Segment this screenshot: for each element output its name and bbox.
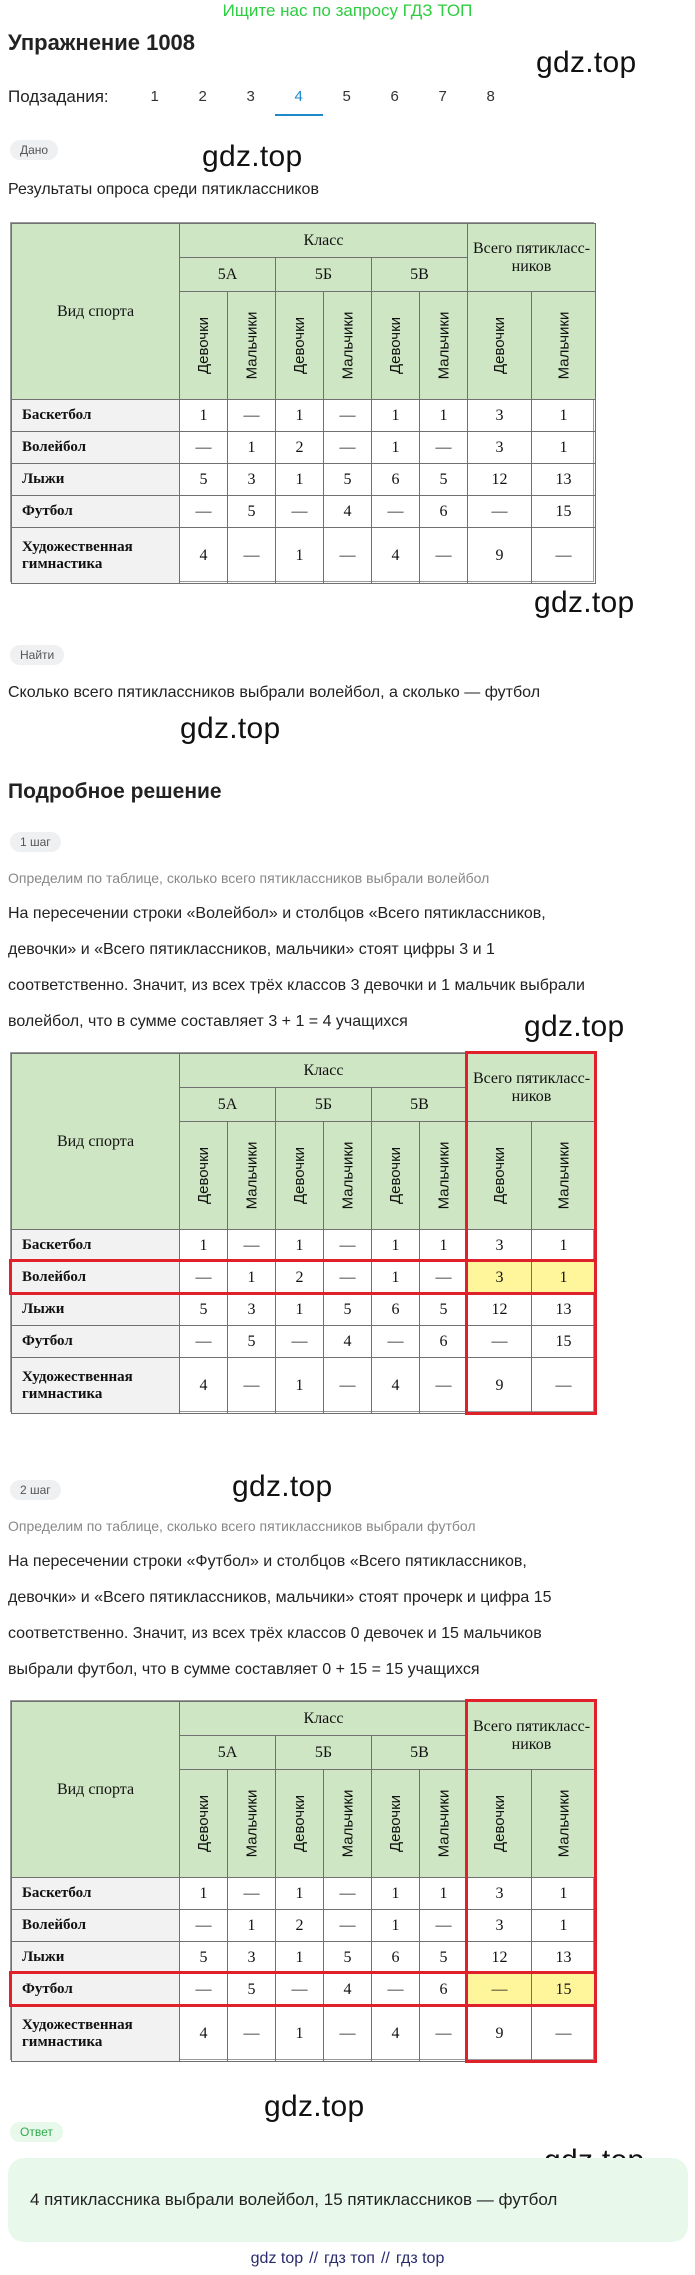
subtask-tab[interactable]: 2 bbox=[198, 88, 207, 105]
table-cell: 1 bbox=[275, 399, 324, 432]
table-cell: 1 bbox=[371, 1877, 420, 1910]
class-name: 5А bbox=[179, 1087, 276, 1122]
table-cell: 1 bbox=[227, 1261, 276, 1294]
subtask-tab[interactable]: 7 bbox=[438, 88, 447, 105]
table-cell: — bbox=[323, 431, 372, 464]
highlight-row-box bbox=[9, 1971, 597, 2007]
subtasks-nav bbox=[8, 82, 515, 112]
table-cell: 1 bbox=[371, 399, 420, 432]
total-header: Всего пятикласс-ников bbox=[467, 223, 596, 292]
table-cell: — bbox=[419, 1261, 468, 1294]
gender-label: Девочки bbox=[387, 1794, 405, 1853]
gender-label: Девочки bbox=[387, 1146, 405, 1205]
table-cell: 1 bbox=[371, 1909, 420, 1942]
watermark: gdz.top bbox=[232, 1470, 333, 1503]
gender-label: Мальчики bbox=[555, 311, 572, 380]
table-cell: 3 bbox=[467, 1877, 532, 1910]
table-cell: — bbox=[371, 1325, 420, 1358]
table-cell: 1 bbox=[531, 1261, 596, 1294]
step2-chip: 2 шаг bbox=[10, 1480, 61, 1500]
gender-label: Девочки bbox=[195, 316, 213, 375]
girls-header bbox=[371, 291, 420, 400]
sport-name: Волейбол bbox=[11, 431, 180, 464]
class-name: 5А bbox=[179, 1735, 276, 1770]
highlight-column-box bbox=[465, 1699, 597, 2063]
class-name: 5В bbox=[371, 257, 468, 292]
table-cell: 1 bbox=[371, 1229, 420, 1262]
table-cell: 1 bbox=[419, 1229, 468, 1262]
class-header: Класс bbox=[179, 1053, 468, 1088]
table-cell: 3 bbox=[467, 1909, 532, 1942]
table-cell: 5 bbox=[179, 463, 228, 496]
table-cell: 3 bbox=[227, 463, 276, 496]
footer-link[interactable]: gdz top bbox=[250, 2250, 304, 2267]
gender-label: Мальчики bbox=[243, 311, 260, 380]
sport-name: Футбол bbox=[11, 1325, 180, 1358]
table-cell: 3 bbox=[467, 1229, 532, 1262]
table-cell: — bbox=[179, 431, 228, 464]
step1-chip: 1 шаг bbox=[10, 832, 61, 852]
sport-name: Лыжи bbox=[11, 1293, 180, 1326]
table-cell: 4 bbox=[179, 1357, 228, 1414]
table-cell: 5 bbox=[179, 1293, 228, 1326]
boys-header bbox=[419, 1121, 468, 1230]
sport-name: Футбол bbox=[11, 1973, 180, 2006]
girls-header bbox=[275, 1121, 324, 1230]
sport-name: Баскетбол bbox=[11, 399, 180, 432]
table-cell: 5 bbox=[323, 1293, 372, 1326]
table-cell: 2 bbox=[275, 1261, 324, 1294]
table-cell: 1 bbox=[275, 463, 324, 496]
table-cell: 6 bbox=[419, 1325, 468, 1358]
table-cell: — bbox=[467, 1325, 532, 1358]
step2-line: выбрали футбол, что в сумме составляет 0 + 15 = 15 учащихся bbox=[8, 1661, 480, 1678]
table-cell: 1 bbox=[275, 1941, 324, 1974]
step2-table bbox=[10, 1700, 594, 2060]
table-cell: 13 bbox=[531, 1293, 596, 1326]
step2-line: На пересечении строки «Футбол» и столбцов «Всего пятиклассников, bbox=[8, 1553, 527, 1570]
sport-name: Волейбол bbox=[11, 1909, 180, 1942]
table-cell: 5 bbox=[323, 463, 372, 496]
footer-link[interactable]: гдз топ bbox=[324, 2250, 375, 2267]
step1-line: волейбол, что в сумме составляет 3 + 1 = 4 учащихся bbox=[8, 1013, 408, 1030]
footer-separator: // bbox=[309, 2250, 319, 2267]
table-cell: — bbox=[323, 399, 372, 432]
table-cell: 3 bbox=[467, 1261, 532, 1294]
table-cell: — bbox=[419, 431, 468, 464]
table-cell: — bbox=[467, 1973, 532, 2006]
given-text: Результаты опроса среди пятиклассников bbox=[8, 181, 319, 198]
table-cell: — bbox=[323, 1261, 372, 1294]
boys-header bbox=[419, 1769, 468, 1878]
step2-hint: Определим по таблице, сколько всего пятиклассников выбрали футбол bbox=[8, 1518, 476, 1534]
table-cell: — bbox=[275, 1973, 324, 2006]
gender-label: Мальчики bbox=[555, 1141, 572, 1210]
sport-name: Художественная гимнастика bbox=[11, 527, 180, 584]
gender-label: Девочки bbox=[291, 316, 309, 375]
gender-label: Мальчики bbox=[243, 1789, 260, 1858]
table-cell: — bbox=[179, 1909, 228, 1942]
boys-header bbox=[531, 291, 596, 400]
sport-name: Футбол bbox=[11, 495, 180, 528]
gender-label: Девочки bbox=[195, 1146, 213, 1205]
table-cell: 6 bbox=[371, 463, 420, 496]
table-cell: — bbox=[227, 2005, 276, 2062]
class-name: 5В bbox=[371, 1087, 468, 1122]
table-cell: — bbox=[419, 1357, 468, 1414]
table-cell: — bbox=[227, 1357, 276, 1414]
class-name: 5В bbox=[371, 1735, 468, 1770]
class-name: 5Б bbox=[275, 257, 372, 292]
table-cell: 5 bbox=[179, 1941, 228, 1974]
table-cell: — bbox=[179, 1973, 228, 2006]
table-cell: — bbox=[419, 2005, 468, 2062]
table-cell: 1 bbox=[179, 1229, 228, 1262]
girls-header bbox=[371, 1769, 420, 1878]
table-cell: 1 bbox=[275, 2005, 324, 2062]
table-cell: — bbox=[179, 1261, 228, 1294]
table-cell: 9 bbox=[467, 2005, 532, 2062]
sport-header: Вид спорта bbox=[11, 223, 180, 400]
gender-label: Девочки bbox=[490, 1794, 508, 1853]
table-cell: 5 bbox=[419, 1941, 468, 1974]
boys-header bbox=[419, 291, 468, 400]
table-cell: 4 bbox=[323, 495, 372, 528]
table-cell: 1 bbox=[371, 1261, 420, 1294]
find-chip: Найти bbox=[10, 645, 64, 665]
girls-header bbox=[179, 1769, 228, 1878]
class-name: 5А bbox=[179, 257, 276, 292]
table-cell: 1 bbox=[227, 1909, 276, 1942]
table-cell: 1 bbox=[275, 527, 324, 584]
table-cell: — bbox=[323, 2005, 372, 2062]
step1-line: девочки» и «Всего пятиклассников, мальчики» стоят цифры 3 и 1 bbox=[8, 941, 495, 958]
table-cell: — bbox=[531, 1357, 596, 1414]
find-text: Сколько всего пятиклассников выбрали волейбол, а сколько — футбол bbox=[8, 684, 541, 701]
table-cell: 1 bbox=[531, 399, 596, 432]
table-cell: 5 bbox=[227, 1325, 276, 1358]
step1-table bbox=[10, 1052, 594, 1412]
table-cell: 1 bbox=[275, 1877, 324, 1910]
table-cell: 3 bbox=[227, 1941, 276, 1974]
gender-label: Мальчики bbox=[435, 1141, 452, 1210]
table-cell: 5 bbox=[419, 463, 468, 496]
table-cell: — bbox=[323, 527, 372, 584]
step1-line: соответственно. Значит, из всех трёх классов 3 девочки и 1 мальчик выбрали bbox=[8, 977, 585, 994]
table-cell: — bbox=[227, 1229, 276, 1262]
table-cell: 1 bbox=[275, 1293, 324, 1326]
table-cell: 4 bbox=[371, 1357, 420, 1414]
footer-link[interactable]: гдз top bbox=[395, 2250, 445, 2267]
table-cell: 4 bbox=[323, 1325, 372, 1358]
class-header: Класс bbox=[179, 1701, 468, 1736]
table-cell: — bbox=[531, 527, 596, 584]
sport-name: Баскетбол bbox=[11, 1229, 180, 1262]
step1-hint: Определим по таблице, сколько всего пятиклассников выбрали волейбол bbox=[8, 870, 490, 886]
table-cell: 1 bbox=[275, 1229, 324, 1262]
table-cell: 3 bbox=[467, 399, 532, 432]
sport-name: Лыжи bbox=[11, 1941, 180, 1974]
table-cell: 6 bbox=[419, 1973, 468, 2006]
answer-chip: Ответ bbox=[10, 2122, 63, 2142]
girls-header bbox=[179, 1121, 228, 1230]
footer-links bbox=[0, 2250, 695, 2268]
table-cell: — bbox=[323, 1357, 372, 1414]
boys-header bbox=[227, 1121, 276, 1230]
boys-header bbox=[323, 291, 372, 400]
table-cell: 1 bbox=[275, 1357, 324, 1414]
subtask-tab[interactable]: 1 bbox=[150, 88, 159, 105]
gender-label: Девочки bbox=[291, 1794, 309, 1853]
table-cell: 1 bbox=[419, 399, 468, 432]
watermark: gdz.top bbox=[202, 140, 303, 173]
girls-header bbox=[467, 291, 532, 400]
table-cell: 1 bbox=[179, 1877, 228, 1910]
table-cell: 1 bbox=[531, 1877, 596, 1910]
table-cell: 12 bbox=[467, 1941, 532, 1974]
table-cell: — bbox=[179, 495, 228, 528]
table-cell: 4 bbox=[371, 2005, 420, 2062]
gender-label: Мальчики bbox=[435, 1789, 452, 1858]
table-cell: 4 bbox=[179, 527, 228, 584]
gender-label: Девочки bbox=[490, 1146, 508, 1205]
total-header: Всего пятикласс-ников bbox=[467, 1701, 596, 1770]
table-cell: 4 bbox=[371, 527, 420, 584]
table-cell: 1 bbox=[227, 431, 276, 464]
table-cell: 12 bbox=[467, 463, 532, 496]
boys-header bbox=[323, 1769, 372, 1878]
table-cell: 6 bbox=[419, 495, 468, 528]
table-cell: — bbox=[419, 527, 468, 584]
table-cell: — bbox=[323, 1229, 372, 1262]
table-cell: 15 bbox=[531, 1325, 596, 1358]
class-header: Класс bbox=[179, 223, 468, 258]
table-cell: 5 bbox=[419, 1293, 468, 1326]
sport-name: Лыжи bbox=[11, 463, 180, 496]
table-cell: — bbox=[323, 1877, 372, 1910]
sport-name: Баскетбол bbox=[11, 1877, 180, 1910]
results-table bbox=[10, 222, 594, 582]
gender-label: Девочки bbox=[490, 316, 508, 375]
top-search-banner[interactable]: Ищите нас по запросу ГДЗ ТОП bbox=[222, 1, 473, 20]
highlight-row-box bbox=[9, 1259, 597, 1295]
subtask-tab-active[interactable]: 4 bbox=[275, 82, 323, 112]
gender-label: Девочки bbox=[291, 1146, 309, 1205]
table-cell: — bbox=[371, 495, 420, 528]
boys-header bbox=[227, 291, 276, 400]
boys-header bbox=[323, 1121, 372, 1230]
step2-line: соответственно. Значит, из всех трёх классов 0 девочек и 15 мальчиков bbox=[8, 1625, 542, 1642]
table-cell: 1 bbox=[419, 1877, 468, 1910]
subtask-tab[interactable]: 6 bbox=[390, 88, 399, 105]
gender-label: Мальчики bbox=[243, 1141, 260, 1210]
gender-label: Девочки bbox=[387, 316, 405, 375]
sport-name: Художественная гимнастика bbox=[11, 1357, 180, 1414]
table-cell: 2 bbox=[275, 431, 324, 464]
table-cell: 3 bbox=[227, 1293, 276, 1326]
table-cell: 6 bbox=[371, 1293, 420, 1326]
girls-header bbox=[371, 1121, 420, 1230]
table-cell: 13 bbox=[531, 463, 596, 496]
page-title: Упражнение 1008 bbox=[8, 30, 196, 55]
watermark: gdz.top bbox=[180, 712, 281, 745]
gender-label: Мальчики bbox=[339, 1789, 356, 1858]
girls-header bbox=[275, 291, 324, 400]
subtask-tab[interactable]: 3 bbox=[246, 88, 255, 105]
sport-header: Вид спорта bbox=[11, 1701, 180, 1878]
table-cell: 5 bbox=[227, 1973, 276, 2006]
table-cell: — bbox=[531, 2005, 596, 2062]
gender-label: Мальчики bbox=[339, 311, 356, 380]
table-cell: 9 bbox=[467, 527, 532, 584]
table-cell: 1 bbox=[179, 399, 228, 432]
table-cell: — bbox=[179, 1325, 228, 1358]
table-cell: — bbox=[419, 1909, 468, 1942]
subtasks-label: Подзадания: bbox=[8, 87, 109, 106]
class-name: 5Б bbox=[275, 1735, 372, 1770]
highlight-column-box bbox=[465, 1051, 597, 1415]
answer-box bbox=[8, 2158, 688, 2242]
watermark: gdz.top bbox=[534, 586, 635, 619]
table-cell: 3 bbox=[467, 431, 532, 464]
table-cell: — bbox=[275, 495, 324, 528]
subtask-tab[interactable]: 5 bbox=[342, 88, 351, 105]
boys-header bbox=[227, 1769, 276, 1878]
table-cell: 13 bbox=[531, 1941, 596, 1974]
watermark: gdz.top bbox=[524, 1010, 625, 1043]
table-cell: 1 bbox=[531, 1909, 596, 1942]
footer-separator: // bbox=[380, 2250, 390, 2267]
table-cell: 4 bbox=[179, 2005, 228, 2062]
table-cell: — bbox=[227, 399, 276, 432]
gender-label: Мальчики bbox=[555, 1789, 572, 1858]
solution-title: Подробное решение bbox=[8, 780, 222, 803]
table-cell: — bbox=[227, 1877, 276, 1910]
sport-name: Художественная гимнастика bbox=[11, 2005, 180, 2062]
table-cell: 9 bbox=[467, 1357, 532, 1414]
table-cell: 5 bbox=[323, 1941, 372, 1974]
table-cell: 6 bbox=[371, 1941, 420, 1974]
gender-label: Девочки bbox=[195, 1794, 213, 1853]
table-cell: 15 bbox=[531, 1973, 596, 2006]
table-cell: 5 bbox=[227, 495, 276, 528]
class-name: 5Б bbox=[275, 1087, 372, 1122]
watermark: gdz.top bbox=[264, 2090, 365, 2123]
table-cell: 4 bbox=[323, 1973, 372, 2006]
table-cell: 1 bbox=[531, 1229, 596, 1262]
step2-line: девочки» и «Всего пятиклассников, мальчики» стоят прочерк и цифра 15 bbox=[8, 1589, 552, 1606]
total-header: Всего пятикласс-ников bbox=[467, 1053, 596, 1122]
table-cell: 2 bbox=[275, 1909, 324, 1942]
table-cell: 15 bbox=[531, 495, 596, 528]
step1-line: На пересечении строки «Волейбол» и столбцов «Всего пятиклассников, bbox=[8, 905, 546, 922]
subtask-tab[interactable]: 8 bbox=[486, 88, 495, 105]
given-chip: Дано bbox=[10, 140, 58, 160]
girls-header bbox=[275, 1769, 324, 1878]
table-cell: — bbox=[275, 1325, 324, 1358]
table-cell: 12 bbox=[467, 1293, 532, 1326]
girls-header bbox=[179, 291, 228, 400]
table-cell: 1 bbox=[371, 431, 420, 464]
watermark: gdz.top bbox=[536, 46, 637, 79]
sport-header: Вид спорта bbox=[11, 1053, 180, 1230]
gender-label: Мальчики bbox=[339, 1141, 356, 1210]
sport-name: Волейбол bbox=[11, 1261, 180, 1294]
gender-label: Мальчики bbox=[435, 311, 452, 380]
table-cell: — bbox=[227, 527, 276, 584]
table-cell: — bbox=[371, 1973, 420, 2006]
table-cell: — bbox=[323, 1909, 372, 1942]
table-cell: — bbox=[467, 495, 532, 528]
table-cell: 1 bbox=[531, 431, 596, 464]
answer-text: 4 пятиклассника выбрали волейбол, 15 пятиклассников — футбол bbox=[30, 2190, 558, 2209]
